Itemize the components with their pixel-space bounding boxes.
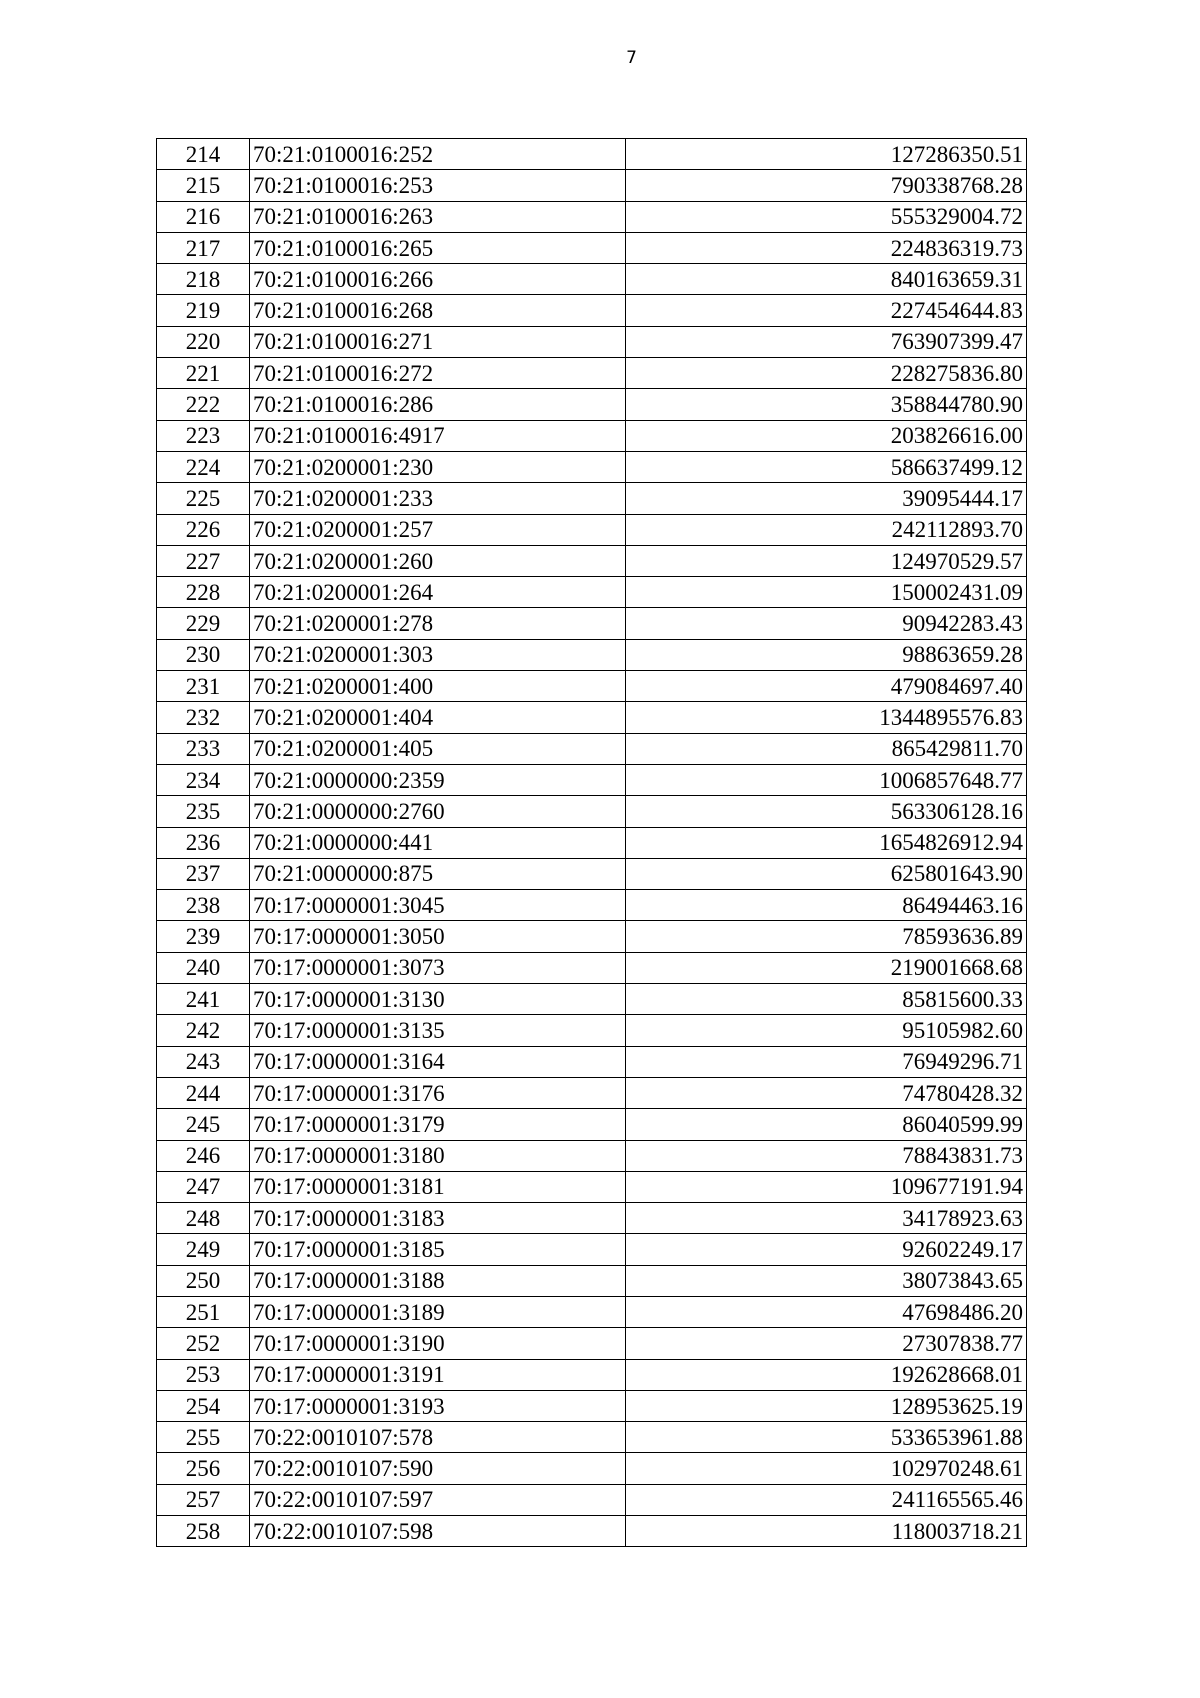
cadastral-value-cell: 38073843.65 bbox=[626, 1265, 1027, 1296]
cadastral-value-cell: 865429811.70 bbox=[626, 733, 1027, 764]
cadastral-value-cell: 586637499.12 bbox=[626, 451, 1027, 482]
row-number-cell: 227 bbox=[157, 545, 250, 576]
row-number-cell: 242 bbox=[157, 1015, 250, 1046]
cadastral-value-cell: 90942283.43 bbox=[626, 608, 1027, 639]
table-row bbox=[157, 514, 1027, 545]
cadastral-value-cell: 533653961.88 bbox=[626, 1422, 1027, 1453]
cadastral-value-cell: 358844780.90 bbox=[626, 389, 1027, 420]
cadastral-value-cell: 47698486.20 bbox=[626, 1296, 1027, 1327]
page-number: 7 bbox=[626, 48, 637, 68]
cadastral-number-cell: 70:17:0000001:3183 bbox=[250, 1203, 626, 1234]
cadastral-number-cell: 70:17:0000001:3179 bbox=[250, 1109, 626, 1140]
table-row bbox=[157, 1359, 1027, 1390]
cadastral-value-cell: 1344895576.83 bbox=[626, 702, 1027, 733]
cadastral-number-cell: 70:17:0000001:3188 bbox=[250, 1265, 626, 1296]
cadastral-value-cell: 86040599.99 bbox=[626, 1109, 1027, 1140]
row-number-cell: 241 bbox=[157, 984, 250, 1015]
cadastral-number-cell: 70:17:0000001:3193 bbox=[250, 1390, 626, 1421]
cadastral-value-cell: 78843831.73 bbox=[626, 1140, 1027, 1171]
cadastral-value-cell: 92602249.17 bbox=[626, 1234, 1027, 1265]
row-number-cell: 215 bbox=[157, 170, 250, 201]
cadastral-number-cell: 70:22:0010107:598 bbox=[250, 1516, 626, 1547]
row-number-cell: 247 bbox=[157, 1171, 250, 1202]
table-row bbox=[157, 1077, 1027, 1108]
cadastral-value-cell: 228275836.80 bbox=[626, 358, 1027, 389]
cadastral-value-cell: 98863659.28 bbox=[626, 639, 1027, 670]
table-row bbox=[157, 295, 1027, 326]
table-row bbox=[157, 1265, 1027, 1296]
table-row bbox=[157, 389, 1027, 420]
cadastral-value-cell: 479084697.40 bbox=[626, 671, 1027, 702]
cadastral-value-cell: 34178923.63 bbox=[626, 1203, 1027, 1234]
table-row bbox=[157, 1234, 1027, 1265]
table-row bbox=[157, 1171, 1027, 1202]
table-row bbox=[157, 577, 1027, 608]
cadastral-number-cell: 70:22:0010107:578 bbox=[250, 1422, 626, 1453]
row-number-cell: 250 bbox=[157, 1265, 250, 1296]
row-number-cell: 233 bbox=[157, 733, 250, 764]
cadastral-number-cell: 70:21:0100016:265 bbox=[250, 232, 626, 263]
cadastral-number-cell: 70:17:0000001:3130 bbox=[250, 984, 626, 1015]
cadastral-number-cell: 70:21:0200001:230 bbox=[250, 451, 626, 482]
table-row bbox=[157, 1484, 1027, 1515]
row-number-cell: 246 bbox=[157, 1140, 250, 1171]
cadastral-number-cell: 70:21:0000000:2760 bbox=[250, 796, 626, 827]
table-row bbox=[157, 1422, 1027, 1453]
row-number-cell: 237 bbox=[157, 858, 250, 889]
row-number-cell: 255 bbox=[157, 1422, 250, 1453]
row-number-cell: 254 bbox=[157, 1390, 250, 1421]
cadastral-number-cell: 70:21:0200001:257 bbox=[250, 514, 626, 545]
cadastral-value-cell: 790338768.28 bbox=[626, 170, 1027, 201]
cadastral-number-cell: 70:17:0000001:3181 bbox=[250, 1171, 626, 1202]
cadastral-number-cell: 70:21:0200001:404 bbox=[250, 702, 626, 733]
row-number-cell: 258 bbox=[157, 1516, 250, 1547]
table-row bbox=[157, 827, 1027, 858]
cadastral-value-cell: 124970529.57 bbox=[626, 545, 1027, 576]
table-row bbox=[157, 671, 1027, 702]
cadastral-value-cell: 150002431.09 bbox=[626, 577, 1027, 608]
table-row bbox=[157, 1109, 1027, 1140]
cadastral-value-cell: 219001668.68 bbox=[626, 952, 1027, 983]
cadastral-number-cell: 70:17:0000001:3050 bbox=[250, 921, 626, 952]
table-row bbox=[157, 1015, 1027, 1046]
table-row bbox=[157, 890, 1027, 921]
row-number-cell: 223 bbox=[157, 420, 250, 451]
cadastral-number-cell: 70:21:0100016:268 bbox=[250, 295, 626, 326]
cadastral-number-cell: 70:21:0200001:278 bbox=[250, 608, 626, 639]
row-number-cell: 231 bbox=[157, 671, 250, 702]
cadastral-value-cell: 840163659.31 bbox=[626, 264, 1027, 295]
row-number-cell: 214 bbox=[157, 139, 250, 170]
table-row bbox=[157, 1453, 1027, 1484]
cadastral-number-cell: 70:21:0100016:271 bbox=[250, 326, 626, 357]
cadastral-number-cell: 70:17:0000001:3185 bbox=[250, 1234, 626, 1265]
cadastral-value-cell: 555329004.72 bbox=[626, 201, 1027, 232]
table-row bbox=[157, 545, 1027, 576]
row-number-cell: 245 bbox=[157, 1109, 250, 1140]
row-number-cell: 243 bbox=[157, 1046, 250, 1077]
row-number-cell: 240 bbox=[157, 952, 250, 983]
cadastral-number-cell: 70:17:0000001:3045 bbox=[250, 890, 626, 921]
cadastral-number-cell: 70:21:0000000:2359 bbox=[250, 764, 626, 795]
table-row bbox=[157, 1328, 1027, 1359]
row-number-cell: 248 bbox=[157, 1203, 250, 1234]
cadastral-number-cell: 70:21:0000000:875 bbox=[250, 858, 626, 889]
cadastral-number-cell: 70:21:0200001:303 bbox=[250, 639, 626, 670]
cadastral-number-cell: 70:17:0000001:3180 bbox=[250, 1140, 626, 1171]
cadastral-number-cell: 70:17:0000001:3189 bbox=[250, 1296, 626, 1327]
cadastral-value-cell: 76949296.71 bbox=[626, 1046, 1027, 1077]
cadastral-number-cell: 70:21:0200001:233 bbox=[250, 483, 626, 514]
row-number-cell: 257 bbox=[157, 1484, 250, 1515]
table-body bbox=[157, 139, 1027, 1547]
cadastral-number-cell: 70:17:0000001:3190 bbox=[250, 1328, 626, 1359]
cadastral-number-cell: 70:17:0000001:3135 bbox=[250, 1015, 626, 1046]
row-number-cell: 234 bbox=[157, 764, 250, 795]
cadastral-value-cell: 192628668.01 bbox=[626, 1359, 1027, 1390]
cadastral-number-cell: 70:22:0010107:597 bbox=[250, 1484, 626, 1515]
cadastral-number-cell: 70:21:0100016:252 bbox=[250, 139, 626, 170]
row-number-cell: 216 bbox=[157, 201, 250, 232]
cadastral-value-cell: 241165565.46 bbox=[626, 1484, 1027, 1515]
table-row bbox=[157, 608, 1027, 639]
row-number-cell: 251 bbox=[157, 1296, 250, 1327]
cadastral-number-cell: 70:17:0000001:3191 bbox=[250, 1359, 626, 1390]
row-number-cell: 228 bbox=[157, 577, 250, 608]
cadastral-number-cell: 70:21:0200001:405 bbox=[250, 733, 626, 764]
row-number-cell: 253 bbox=[157, 1359, 250, 1390]
cadastral-value-cell: 203826616.00 bbox=[626, 420, 1027, 451]
row-number-cell: 249 bbox=[157, 1234, 250, 1265]
cadastral-value-cell: 118003718.21 bbox=[626, 1516, 1027, 1547]
cadastral-number-cell: 70:21:0200001:264 bbox=[250, 577, 626, 608]
table-row bbox=[157, 733, 1027, 764]
cadastral-number-cell: 70:17:0000001:3073 bbox=[250, 952, 626, 983]
table-row bbox=[157, 232, 1027, 263]
row-number-cell: 218 bbox=[157, 264, 250, 295]
table-row bbox=[157, 858, 1027, 889]
table-row bbox=[157, 264, 1027, 295]
cadastral-value-cell: 86494463.16 bbox=[626, 890, 1027, 921]
row-number-cell: 232 bbox=[157, 702, 250, 733]
table-row bbox=[157, 170, 1027, 201]
row-number-cell: 236 bbox=[157, 827, 250, 858]
table-row bbox=[157, 796, 1027, 827]
cadastral-value-cell: 625801643.90 bbox=[626, 858, 1027, 889]
cadastral-number-cell: 70:21:0200001:260 bbox=[250, 545, 626, 576]
table-row bbox=[157, 420, 1027, 451]
table-row bbox=[157, 451, 1027, 482]
row-number-cell: 220 bbox=[157, 326, 250, 357]
table-row bbox=[157, 1203, 1027, 1234]
table-row bbox=[157, 326, 1027, 357]
row-number-cell: 239 bbox=[157, 921, 250, 952]
cadastral-value-cell: 39095444.17 bbox=[626, 483, 1027, 514]
cadastral-value-table bbox=[156, 138, 1027, 1547]
table-row bbox=[157, 1140, 1027, 1171]
table-row bbox=[157, 921, 1027, 952]
table-row bbox=[157, 139, 1027, 170]
row-number-cell: 225 bbox=[157, 483, 250, 514]
cadastral-number-cell: 70:17:0000001:3176 bbox=[250, 1077, 626, 1108]
cadastral-number-cell: 70:21:0100016:4917 bbox=[250, 420, 626, 451]
cadastral-number-cell: 70:21:0000000:441 bbox=[250, 827, 626, 858]
cadastral-value-cell: 1006857648.77 bbox=[626, 764, 1027, 795]
cadastral-value-cell: 227454644.83 bbox=[626, 295, 1027, 326]
cadastral-value-cell: 74780428.32 bbox=[626, 1077, 1027, 1108]
cadastral-value-cell: 763907399.47 bbox=[626, 326, 1027, 357]
cadastral-value-cell: 95105982.60 bbox=[626, 1015, 1027, 1046]
row-number-cell: 229 bbox=[157, 608, 250, 639]
cadastral-number-cell: 70:22:0010107:590 bbox=[250, 1453, 626, 1484]
cadastral-value-cell: 102970248.61 bbox=[626, 1453, 1027, 1484]
row-number-cell: 252 bbox=[157, 1328, 250, 1359]
table-row bbox=[157, 952, 1027, 983]
row-number-cell: 221 bbox=[157, 358, 250, 389]
cadastral-value-cell: 85815600.33 bbox=[626, 984, 1027, 1015]
table-row bbox=[157, 1046, 1027, 1077]
cadastral-number-cell: 70:17:0000001:3164 bbox=[250, 1046, 626, 1077]
cadastral-number-cell: 70:21:0200001:400 bbox=[250, 671, 626, 702]
table-row bbox=[157, 702, 1027, 733]
cadastral-value-cell: 242112893.70 bbox=[626, 514, 1027, 545]
cadastral-value-cell: 127286350.51 bbox=[626, 139, 1027, 170]
table-row bbox=[157, 483, 1027, 514]
cadastral-value-cell: 128953625.19 bbox=[626, 1390, 1027, 1421]
table-row bbox=[157, 1390, 1027, 1421]
cadastral-value-cell: 224836319.73 bbox=[626, 232, 1027, 263]
row-number-cell: 230 bbox=[157, 639, 250, 670]
table-row bbox=[157, 984, 1027, 1015]
cadastral-number-cell: 70:21:0100016:253 bbox=[250, 170, 626, 201]
table-row bbox=[157, 639, 1027, 670]
row-number-cell: 224 bbox=[157, 451, 250, 482]
cadastral-number-cell: 70:21:0100016:286 bbox=[250, 389, 626, 420]
cadastral-value-cell: 78593636.89 bbox=[626, 921, 1027, 952]
row-number-cell: 256 bbox=[157, 1453, 250, 1484]
table-row bbox=[157, 1296, 1027, 1327]
row-number-cell: 244 bbox=[157, 1077, 250, 1108]
row-number-cell: 238 bbox=[157, 890, 250, 921]
cadastral-value-cell: 27307838.77 bbox=[626, 1328, 1027, 1359]
table-row bbox=[157, 201, 1027, 232]
cadastral-value-cell: 1654826912.94 bbox=[626, 827, 1027, 858]
table-row bbox=[157, 1516, 1027, 1547]
row-number-cell: 219 bbox=[157, 295, 250, 326]
cadastral-value-cell: 109677191.94 bbox=[626, 1171, 1027, 1202]
cadastral-number-cell: 70:21:0100016:266 bbox=[250, 264, 626, 295]
row-number-cell: 235 bbox=[157, 796, 250, 827]
cadastral-number-cell: 70:21:0100016:263 bbox=[250, 201, 626, 232]
row-number-cell: 217 bbox=[157, 232, 250, 263]
cadastral-number-cell: 70:21:0100016:272 bbox=[250, 358, 626, 389]
table-row bbox=[157, 358, 1027, 389]
cadastral-value-cell: 563306128.16 bbox=[626, 796, 1027, 827]
row-number-cell: 222 bbox=[157, 389, 250, 420]
table-row bbox=[157, 764, 1027, 795]
row-number-cell: 226 bbox=[157, 514, 250, 545]
